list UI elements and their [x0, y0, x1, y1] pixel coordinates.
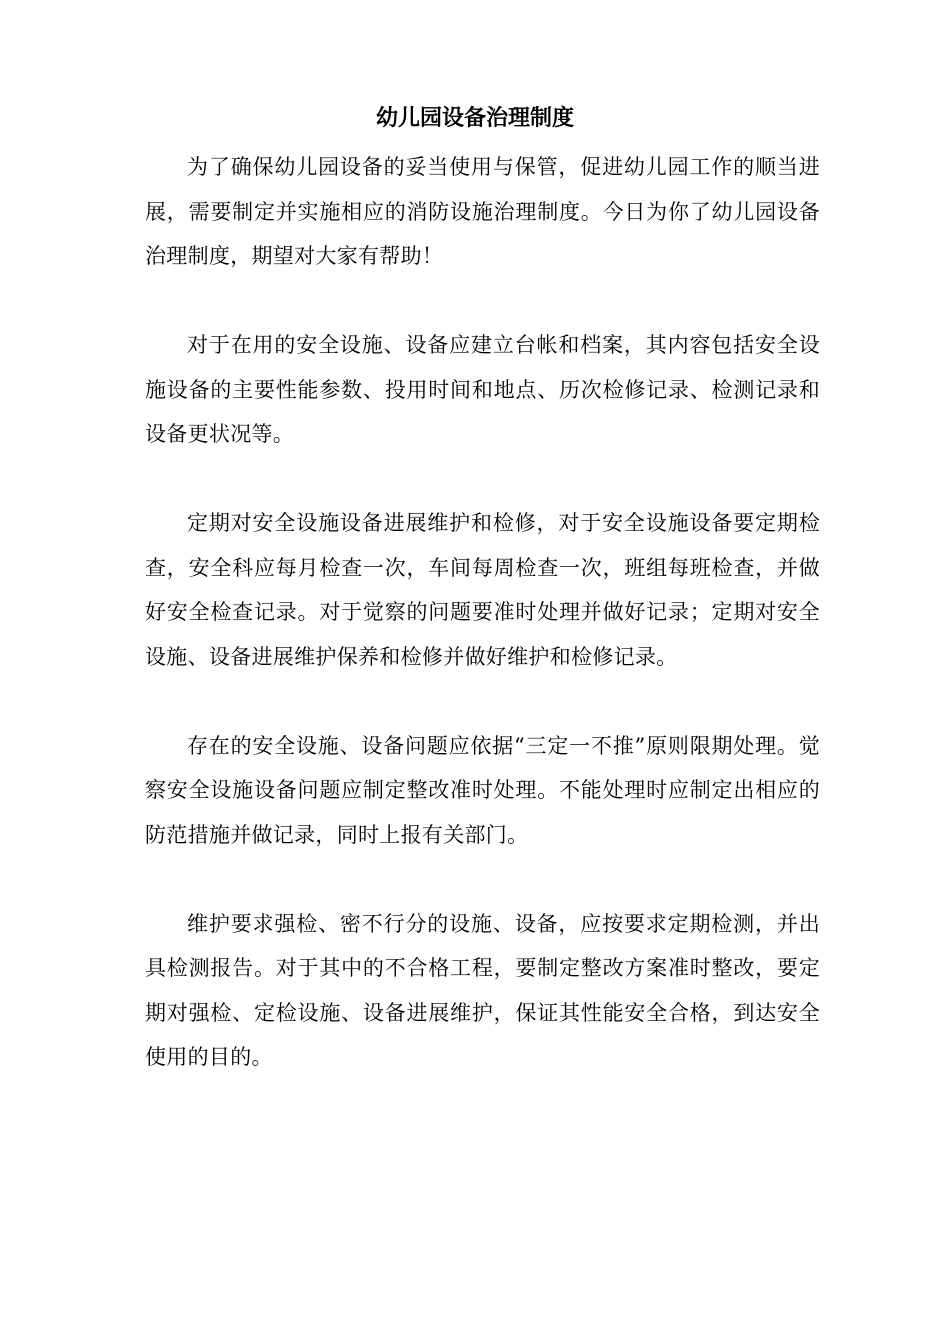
paragraph-intro: 为了确保幼儿园设备的妥当使用与保管，促进幼儿园工作的顺当进展，需要制定并实施相应的消防设施治理制度。今日为你了幼儿园设备治理制度，期望对大家有帮助！: [145, 155, 820, 268]
document-body: [145, 145, 820, 1080]
document-title: 幼儿园设备治理制度: [375, 105, 574, 131]
paragraph-ledger: 对于在用的安全设施、设备应建立台帐和档案，其内容包括安全设施设备的主要性能参数、投用时间和地点、历次检修记录、检测记录和设备更状况等。: [145, 333, 820, 446]
paragraph-inspection: 定期对安全设施设备进展维护和检修，对于安全设施设备要定期检查，安全科应每月检查一次，车间每周检查一次，班组每班检查，并做好安全检查记录。对于觉察的问题要准时处理并做好记录；定期对安全设施、设备进展维护保养和检修并做好维护和检修记录。: [145, 511, 820, 669]
paragraph-mandatory-testing: 维护要求强检、密不行分的设施、设备，应按要求定期检测，并出具检测报告。对于其中的不合格工程，要制定整改方案准时整改，要定期对强检、定检设施、设备进展维护，保证其性能安全合格，到达安全使用的目的。: [145, 911, 820, 1069]
paragraph-problem-handling: 存在的安全设施、设备问题应依据“三定一不推”原则限期处理。觉察安全设施设备问题应制定整改准时处理。不能处理时应制定出相应的防范措施并做记录，同时上报有关部门。: [145, 733, 820, 847]
